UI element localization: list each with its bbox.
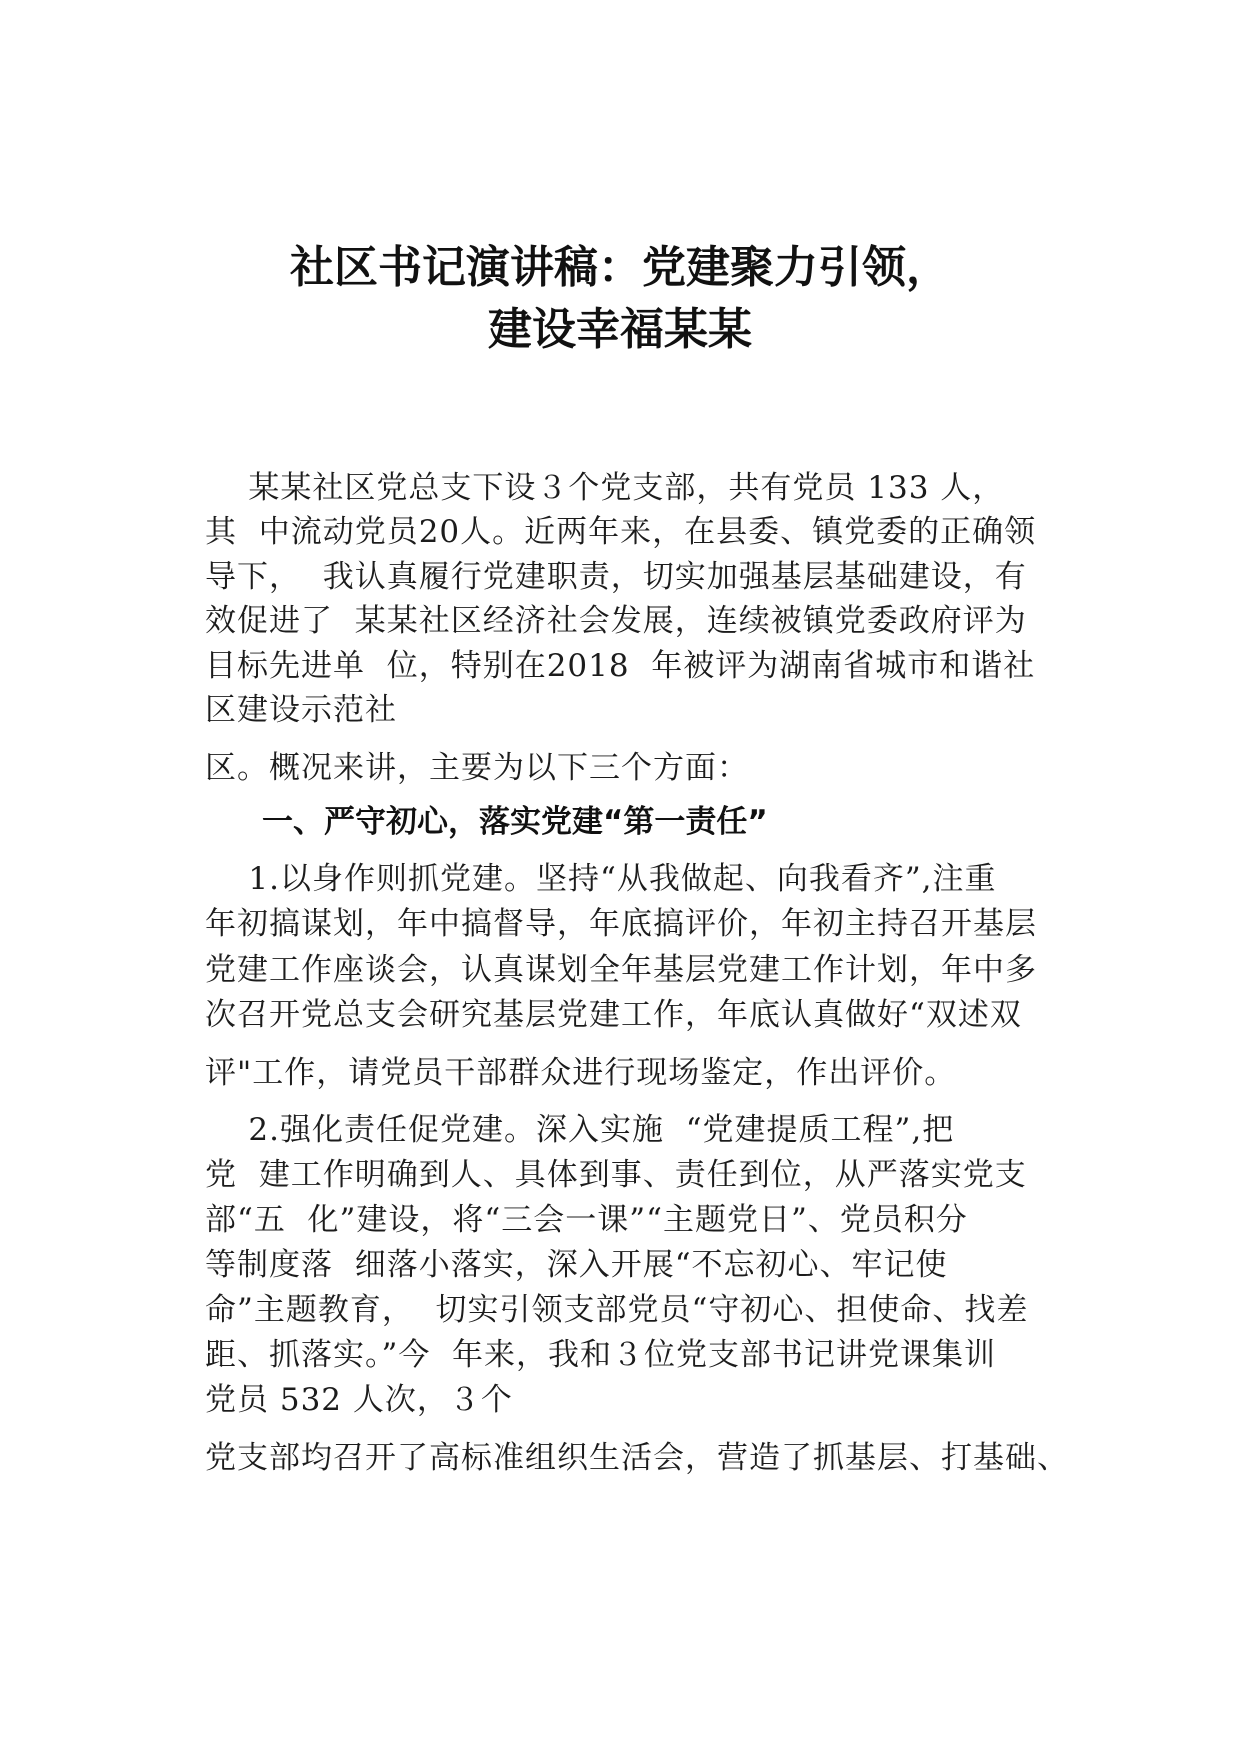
body-line: 目标先进单 位，特别在2018 年被评为湖南省城市和谐社 bbox=[205, 648, 1036, 684]
body-line: 党 建工作明确到人、具体到事、责任到位，从严落实党支 bbox=[205, 1157, 1027, 1193]
document-title-line-2: 建设幸福某某 bbox=[488, 304, 752, 355]
body-line: 区建设示范社 bbox=[205, 692, 397, 728]
body-line: 等制度落 细落小落实，深入开展“不忘初心、牢记使 bbox=[205, 1247, 948, 1283]
body-line: 导下， 我认真履行党建职责，切实加强基层基础建设，有 bbox=[205, 559, 1027, 595]
body-line: 某某社区党总支下设３个党支部，共有党员 133 人， bbox=[205, 470, 1005, 506]
body-line: 部“五 化”建设，将“三会一课”“主题党日”、党员积分 bbox=[205, 1202, 968, 1238]
body-line: 党支部均召开了高标准组织生活会，营造了抓基层、打基础、 bbox=[205, 1440, 1069, 1476]
body-line: 效促进了 某某社区经济社会发展，连续被镇党委政府评为 bbox=[205, 603, 1027, 639]
section-heading: 一、严守初心，落实党建“第一责任” bbox=[262, 804, 768, 840]
body-line: 次召开党总支会研究基层党建工作，年底认真做好“双述双 bbox=[205, 997, 1022, 1033]
body-line: 党员 532 人次，３个 bbox=[205, 1382, 513, 1418]
body-line: 命”主题教育， 切实引领支部党员“守初心、担使命、找差 bbox=[205, 1292, 1029, 1328]
body-line: 1.以身作则抓党建。坚持“从我做起、向我看齐”,注重 bbox=[205, 861, 997, 897]
document-title-line-1: 社区书记演讲稿：党建聚力引领， bbox=[290, 242, 950, 293]
body-line: 年初搞谋划，年中搞督导，年底搞评价，年初主持召开基层 bbox=[205, 906, 1037, 942]
body-line: 距、抓落实。”今 年来，我和３位党支部书记讲党课集训 bbox=[205, 1337, 997, 1373]
body-line: 其 中流动党员20人。近两年来，在县委、镇党委的正确领 bbox=[205, 514, 1037, 550]
body-line: 评"工作，请党员干部群众进行现场鉴定，作出评价。 bbox=[205, 1055, 957, 1091]
body-line: 区。概况来讲，主要为以下三个方面： bbox=[205, 750, 749, 786]
body-line: 2.强化责任促党建。深入实施 “党建提质工程”,把 bbox=[205, 1112, 955, 1148]
body-line: 党建工作座谈会，认真谋划全年基层党建工作计划，年中多 bbox=[205, 952, 1037, 988]
